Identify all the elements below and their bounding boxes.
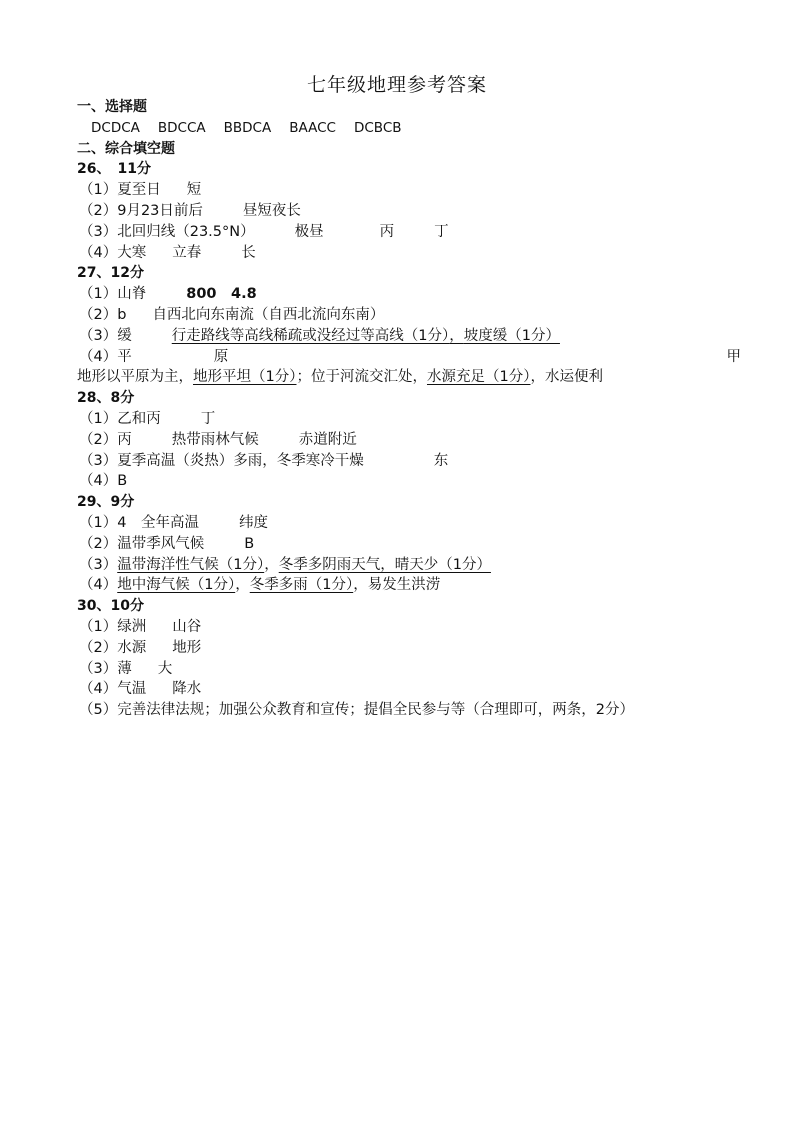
answer-text: ，	[449, 327, 464, 344]
choice-group-5: DCBCB	[353, 119, 402, 136]
answer-text: （2）b	[79, 306, 127, 323]
answer-underlined: 行走路线等高线稀疏或没经过等高线（1分）	[171, 327, 450, 344]
answer-underlined: 冬季多雨（1分）	[249, 577, 354, 594]
answer-text: （4）平	[79, 348, 132, 365]
section-heading-fill: 二、综合填空题	[77, 140, 175, 157]
question-29-heading: 29、9分	[77, 494, 135, 511]
q29-answer-4	[77, 575, 737, 596]
answer-text: 原	[213, 348, 229, 365]
q26-answer-3	[77, 222, 737, 243]
answer-underlined: 地中海气候（1分）	[117, 577, 236, 594]
answer-text: （2）9月23日前后	[79, 202, 203, 219]
answer-text: ，	[235, 577, 250, 594]
choice-group-1: DCDCA	[91, 119, 140, 136]
answer-text: ；位于河流交汇处，	[296, 369, 427, 386]
answer-text: （2）丙	[79, 431, 132, 448]
answer-text: （2）温带季风气候	[79, 535, 205, 552]
q26-answer-4	[77, 243, 737, 264]
q28-answer-3	[77, 451, 737, 472]
q26-answer-1	[77, 180, 737, 201]
q27-answer-1	[77, 284, 737, 305]
answer-text: 长	[241, 244, 256, 261]
answer-underlined: 冬季多阴雨天气，晴天少（1分）	[278, 556, 491, 573]
question-30-heading: 30、10分	[77, 598, 144, 615]
answer-text: B	[244, 535, 255, 552]
answer-text: （1）山脊	[79, 286, 147, 303]
answer-text: （4）大寒	[79, 244, 147, 261]
q29-answer-3	[77, 555, 737, 576]
answer-text: 东	[433, 452, 449, 469]
answer-text: 昼短夜长	[242, 202, 301, 219]
answer-text: （1）夏至日	[79, 182, 161, 199]
choice-group-3: BBDCA	[223, 119, 272, 136]
q27-answer-3	[77, 326, 737, 347]
answer-text: （3）	[79, 556, 118, 573]
question-26-heading: 26、 11分	[77, 161, 151, 178]
answer-text: 丙	[379, 223, 395, 240]
answer-text: 赤道附近	[298, 431, 357, 448]
answer-text: （5）完善法律法规；加强公众教育和宣传；提倡全民参与等（合理即可，两条，2分）	[79, 702, 634, 719]
answer-text: （3）夏季高温（炎热）多雨，冬季寒冷干燥	[79, 452, 364, 469]
q30-answer-2	[77, 638, 737, 659]
q29-answer-1	[77, 513, 737, 534]
answer-text: 甲	[726, 348, 741, 365]
answer-text: 短	[186, 182, 202, 199]
answer-text: ，水运便利	[530, 369, 603, 386]
q27-answer-4-continued	[77, 367, 737, 388]
answer-text: 山谷	[172, 618, 202, 635]
answer-text: （2）水源	[79, 639, 147, 656]
choice-group-2: BDCCA	[157, 119, 206, 136]
answer-underlined: 水源充足（1分）	[426, 369, 531, 386]
q30-answer-5	[77, 700, 737, 721]
q28-answer-2	[77, 430, 737, 451]
answer-text: （3）薄	[79, 660, 132, 677]
answer-text: （3）缓	[79, 327, 132, 344]
answer-text: ，易发生洪涝	[353, 577, 441, 594]
question-27-heading: 27、12分	[77, 265, 144, 282]
q28-answer-4	[77, 471, 737, 492]
q28-answer-1	[77, 409, 737, 430]
q30-answer-3	[77, 659, 737, 680]
answer-underlined: 坡度缓（1分）	[463, 327, 560, 344]
q27-answer-2	[77, 305, 737, 326]
answer-text: 自西北向东南流（自西北流向东南）	[152, 306, 385, 323]
page-title: 七年级地理参考答案	[306, 74, 487, 96]
answer-text: （4）	[79, 577, 118, 594]
answer-text: 极昼	[294, 223, 324, 240]
answer-text: 地形以平原为主，	[77, 369, 193, 386]
q27-answer-4	[77, 347, 741, 368]
q30-answer-1	[77, 617, 737, 638]
answer-text: 热带雨林气候	[171, 431, 259, 448]
answer-text: 丁	[200, 410, 216, 427]
answer-text: 地形	[172, 639, 202, 656]
answer-text: 立春	[172, 244, 202, 261]
answer-text: （1）4 全年高温	[79, 514, 199, 531]
answer-content	[77, 97, 741, 721]
answer-text: 丁	[434, 223, 449, 240]
answer-underlined: 地形平坦（1分）	[193, 369, 297, 386]
q29-answer-2	[77, 534, 737, 555]
answer-text: （4）B	[79, 473, 128, 490]
answer-text: （3）北回归线（23.5°N）	[79, 223, 255, 240]
choice-group-4: BAACC	[289, 119, 336, 136]
answer-text: （1）乙和丙	[79, 410, 161, 427]
answer-text: （4）气温	[79, 681, 147, 698]
answer-text: 大	[157, 660, 173, 677]
answer-text: ，	[264, 556, 279, 573]
answer-text: 纬度	[238, 514, 268, 531]
answer-underlined: 温带海洋性气候（1分）	[117, 556, 265, 573]
answer-text: 降水	[172, 681, 202, 698]
answer-text: （1）绿洲	[79, 618, 147, 635]
choice-answers	[77, 118, 737, 139]
q30-answer-4	[77, 679, 737, 700]
section-heading-choice: 一、选择题	[77, 99, 147, 115]
question-28-heading: 28、8分	[77, 390, 135, 407]
answer-text: 800 4.8	[186, 286, 257, 303]
q26-answer-2	[77, 201, 737, 222]
